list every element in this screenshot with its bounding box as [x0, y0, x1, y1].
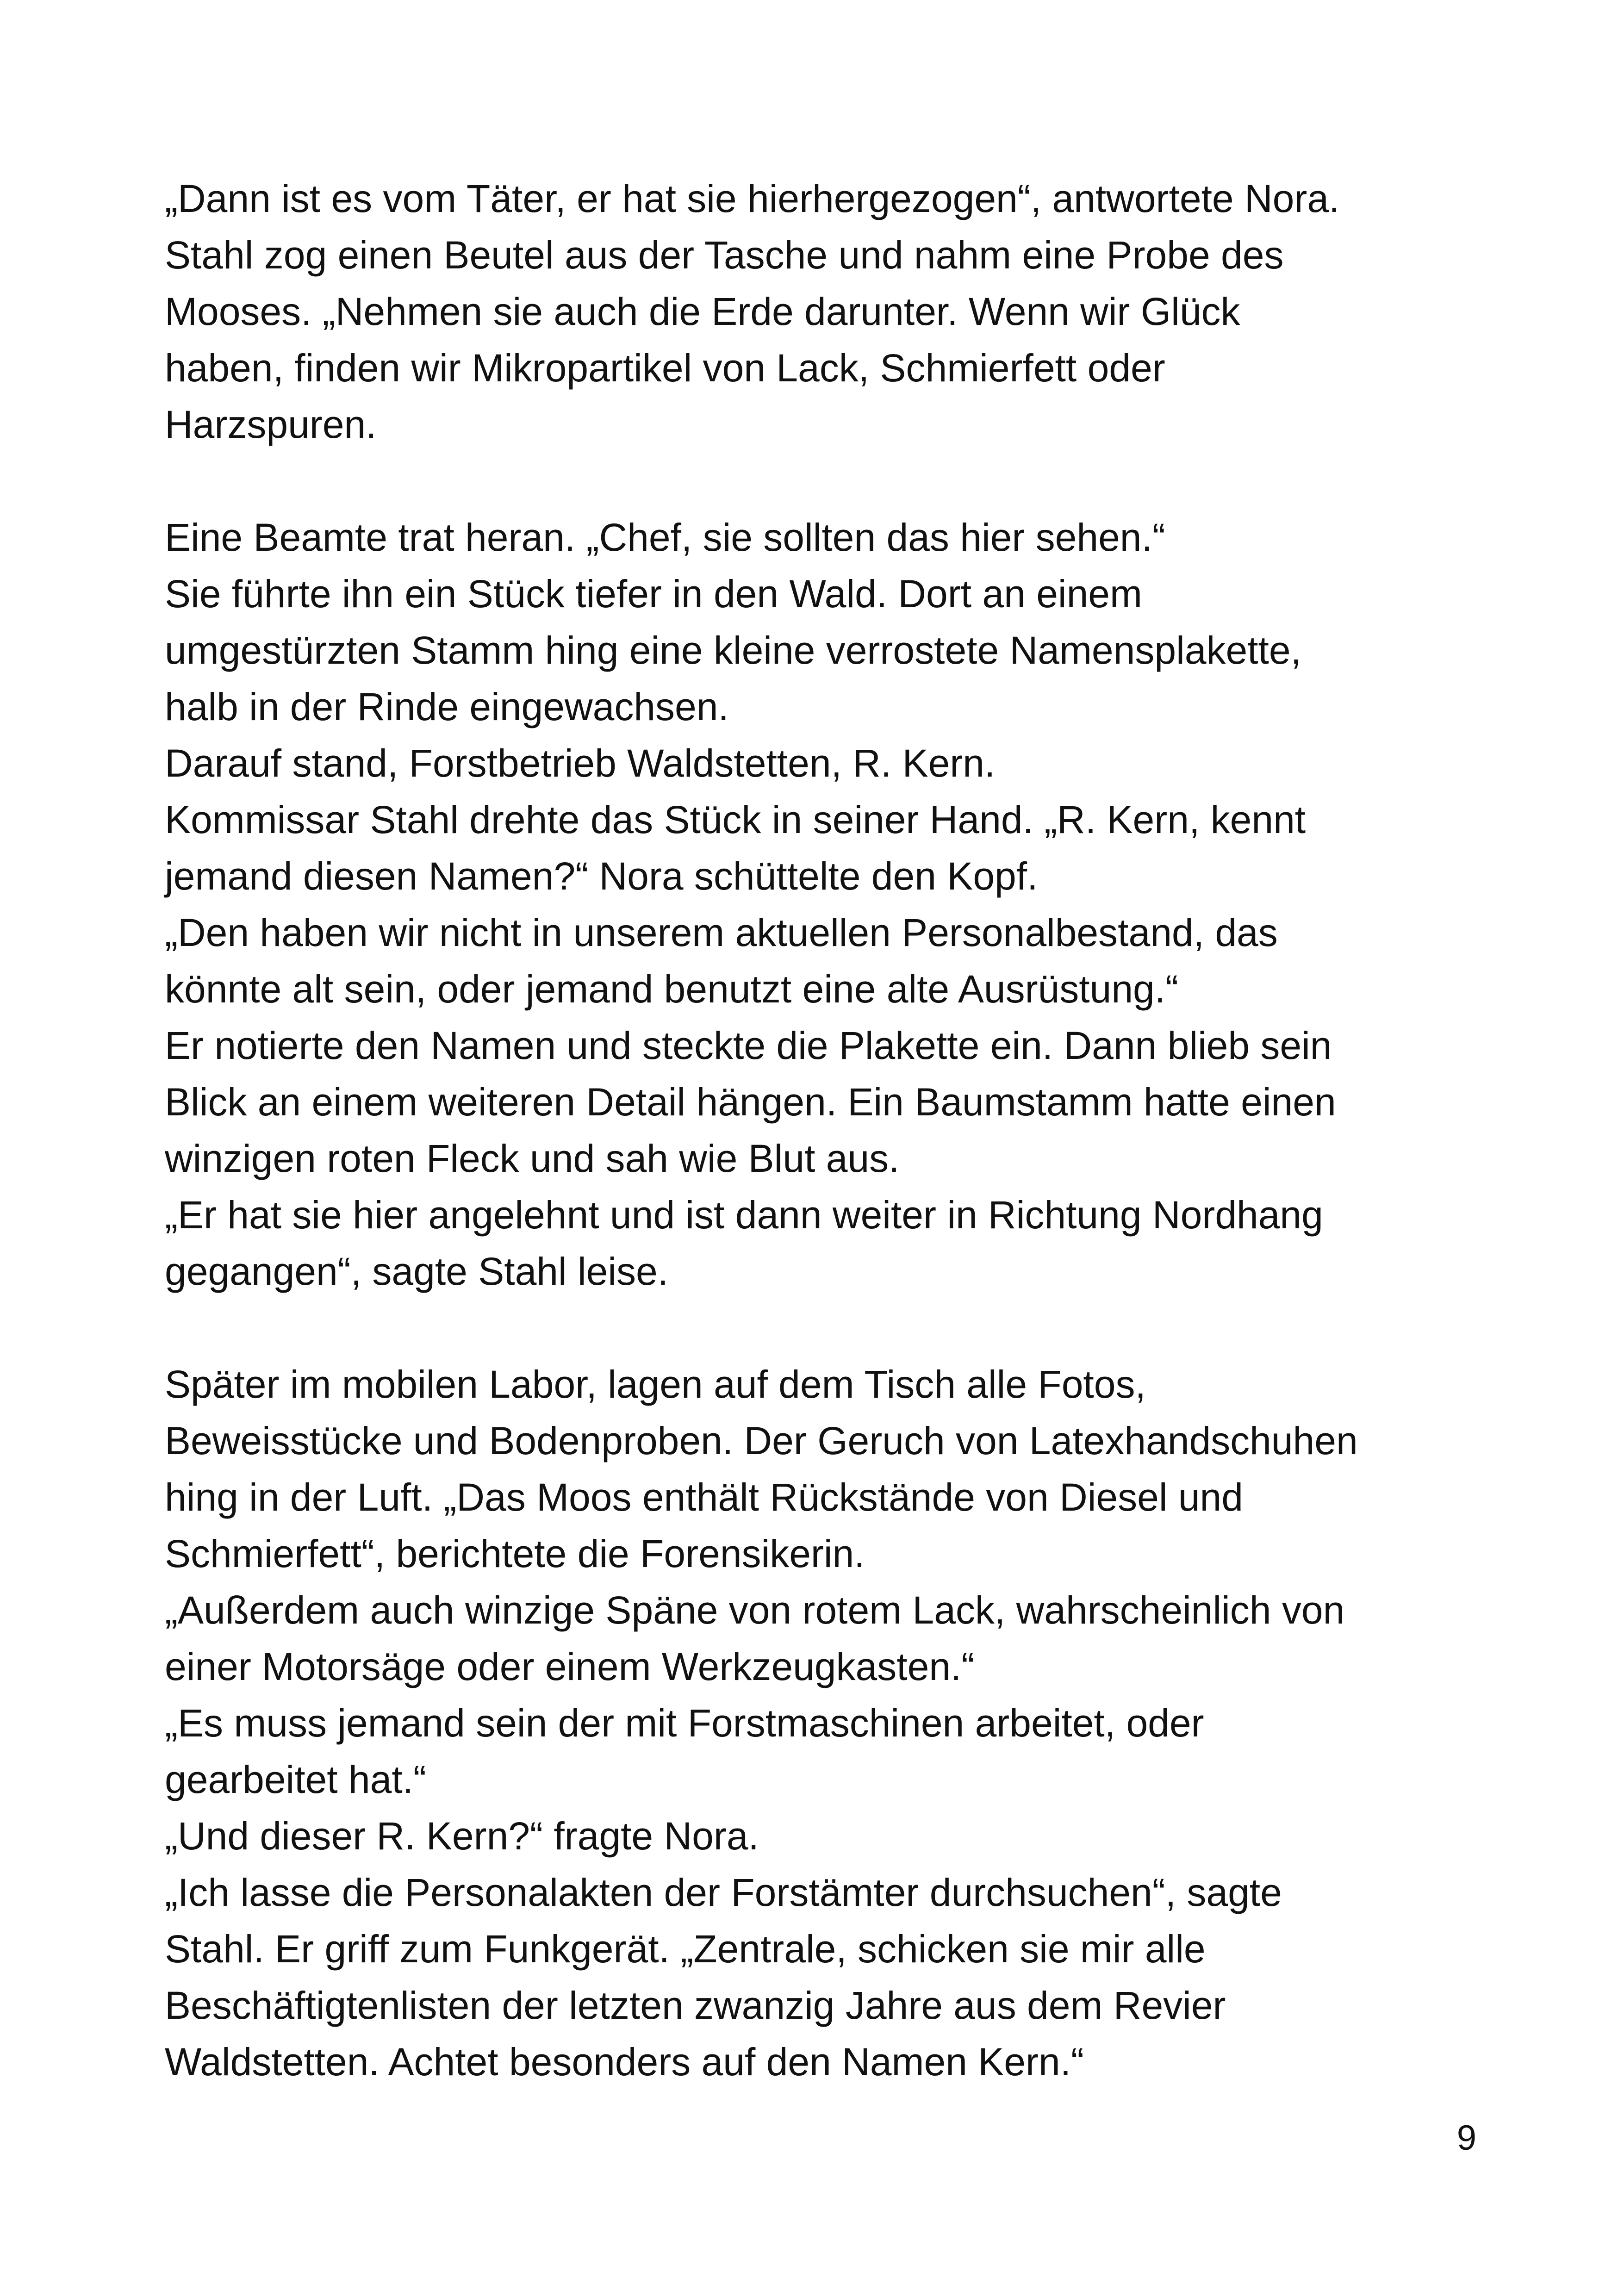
- text-line: jemand diesen Namen?“ Nora schüttelte den Kopf.: [165, 854, 1038, 898]
- text-line: „Und dieser R. Kern?“ fragte Nora.: [165, 1814, 759, 1858]
- page-number: 9: [1456, 2118, 1476, 2158]
- paragraph: [165, 1356, 1461, 2090]
- text-line: Mooses. „Nehmen sie auch die Erde darunter. Wenn wir Glück: [165, 290, 1240, 333]
- text-line: „Dann ist es vom Täter, er hat sie hierhergezogen“, antwortete Nora.: [165, 177, 1340, 220]
- text-line: Sie führte ihn ein Stück tiefer in den Wald. Dort an einem: [165, 572, 1142, 616]
- text-line: Harzspuren.: [165, 403, 377, 446]
- text-line: Darauf stand, Forstbetrieb Waldstetten, R. Kern.: [165, 741, 996, 785]
- paragraph: [165, 509, 1461, 1300]
- text-line: Schmierfett“, berichtete die Forensikerin.: [165, 1532, 865, 1575]
- text-line: Kommissar Stahl drehte das Stück in seiner Hand. „R. Kern, kennt: [165, 798, 1306, 841]
- paragraph-gap: [165, 1300, 1461, 1356]
- text-line: „Er hat sie hier angelehnt und ist dann weiter in Richtung Nordhang: [165, 1193, 1323, 1237]
- text-line: „Es muss jemand sein der mit Forstmaschinen arbeitet, oder: [165, 1701, 1204, 1745]
- text-line: Stahl zog einen Beutel aus der Tasche und nahm eine Probe des: [165, 233, 1284, 277]
- paragraph-gap: [165, 453, 1461, 509]
- text-line: Er notierte den Namen und steckte die Plakette ein. Dann blieb sein: [165, 1024, 1332, 1067]
- paragraph: [165, 170, 1461, 453]
- text-line: gegangen“, sagte Stahl leise.: [165, 1250, 669, 1293]
- text-line: umgestürzten Stamm hing eine kleine verrostete Namensplakette,: [165, 628, 1301, 672]
- text-line: Später im mobilen Labor, lagen auf dem Tisch alle Fotos,: [165, 1363, 1146, 1406]
- text-line: Stahl. Er griff zum Funkgerät. „Zentrale, schicken sie mir alle: [165, 1927, 1206, 1971]
- text-line: halb in der Rinde eingewachsen.: [165, 685, 729, 728]
- text-line: könnte alt sein, oder jemand benutzt eine alte Ausrüstung.“: [165, 967, 1179, 1011]
- text-line: Blick an einem weiteren Detail hängen. Ein Baumstamm hatte einen: [165, 1080, 1336, 1124]
- text-line: haben, finden wir Mikropartikel von Lack, Schmierfett oder: [165, 346, 1165, 390]
- text-line: hing in der Luft. „Das Moos enthält Rückstände von Diesel und: [165, 1475, 1243, 1519]
- text-line: gearbeitet hat.“: [165, 1758, 427, 1801]
- text-line: Beschäftigtenlisten der letzten zwanzig Jahre aus dem Revier: [165, 1984, 1226, 2027]
- text-line: Waldstetten. Achtet besonders auf den Namen Kern.“: [165, 2040, 1084, 2084]
- text-line: winzigen roten Fleck und sah wie Blut aus.: [165, 1137, 900, 1180]
- text-line: einer Motorsäge oder einem Werkzeugkasten.“: [165, 1645, 975, 1688]
- text-line: „Außerdem auch winzige Späne von rotem Lack, wahrscheinlich von: [165, 1588, 1345, 1632]
- body-text: [165, 170, 1461, 2090]
- text-line: Eine Beamte trat heran. „Chef, sie sollten das hier sehen.“: [165, 516, 1165, 559]
- text-line: „Den haben wir nicht in unserem aktuellen Personalbestand, das: [165, 911, 1278, 954]
- text-line: „Ich lasse die Personalakten der Forstämter durchsuchen“, sagte: [165, 1871, 1282, 1914]
- text-line: Beweisstücke und Bodenproben. Der Geruch von Latexhandschuhen: [165, 1419, 1358, 1462]
